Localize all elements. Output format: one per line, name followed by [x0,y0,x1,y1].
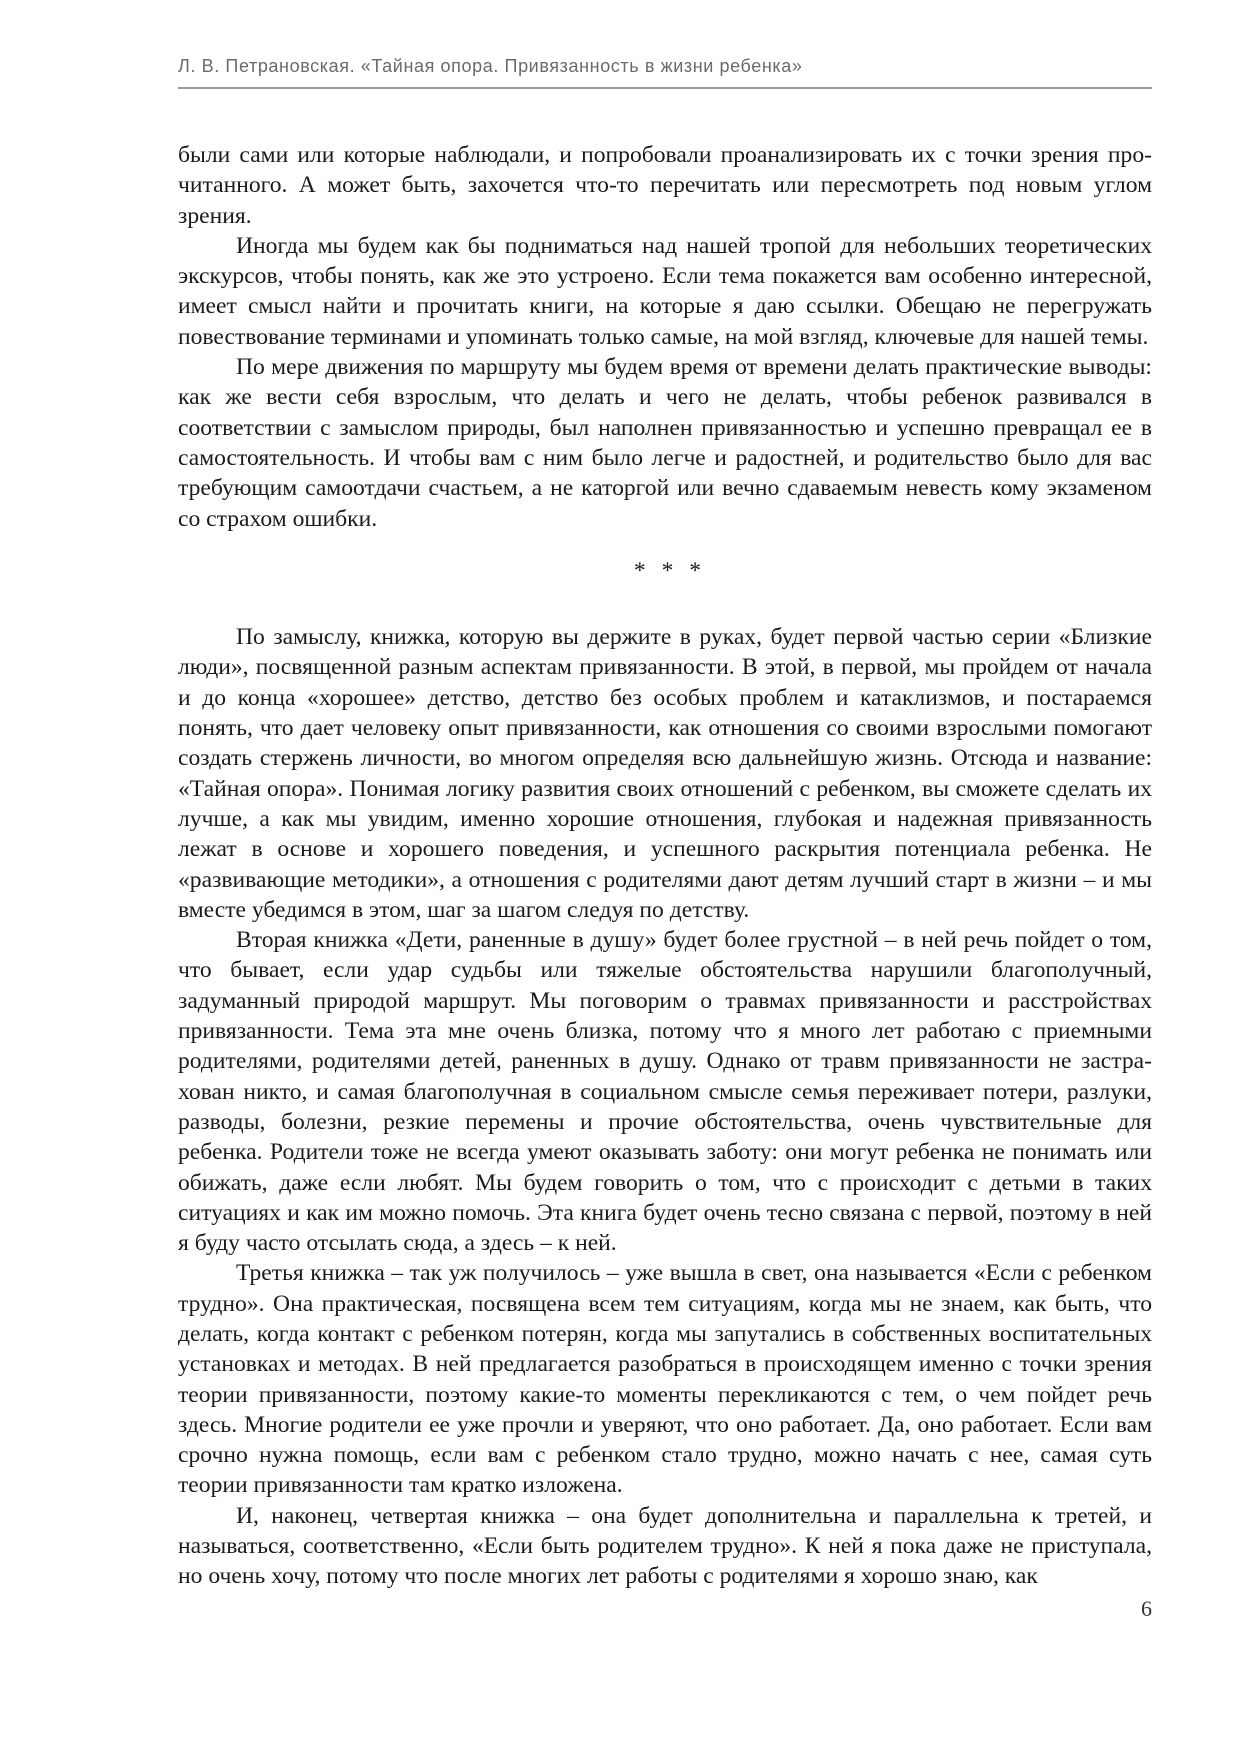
paragraph: Иногда мы будем как бы подниматься над нашей тропой для небольших теоретических экскурсов, чтобы понять, как же это устроено. Если тема покажется вам особенно интересной, имеет смысл найти и прочитать книги, на которые я даю ссылки. Обещаю не перегружать повествование терминами и упоминать только самые, на мой взгляд, ключевые для нашей темы. [178,232,1152,350]
paragraph: По замыслу, книжка, которую вы держите в руках, будет первой частью серии «Близкие люди», посвященной разным аспектам привязанности. В этой, в первой, мы пройдем от начала и до конца «хорошее» детство, детство без особых проблем и катаклизмов, и постараемся понять, что дает человеку опыт привязанности, как отношения со своими взрослыми помогают создать стержень личности, во многом определяя всю дальнейшую жизнь. Отсюда и название: «Тайная опора». Понимая логику развития своих отношений с ребенком, вы сможете сделать их лучше, а как мы увидим, именно хорошие отношения, глубокая и надежная привязанность лежат в основе и хорошего поведения, и успешного раскрытия потенциала ребенка. Не «развивающие методики», а отношения с родителями дают детям лучший старт в жизни – и мы вместе убедимся в этом, шаг за шагом следуя по детству. [178,624,1152,923]
paragraph: Вторая книжка «Дети, раненные в душу» будет более грустной – в ней речь пойдет о том, что бывает, если удар судьбы или тяжелые обстоятельства нарушили благополучный, задуманный природой маршрут. Мы поговорим о травмах привязанности и расстройствах привязанности. Тема эта мне очень близка, потому что я много лет работаю с приемными родителями, родителями детей, раненных в душу. Однако от травм привязанности не застрахован никто, и самая благополучная в социальном смысле семья переживает потери, разлуки, разводы, болезни, резкие перемены и прочие обстоятельства, очень чувствительные для ребенка. Родители тоже не всегда умеют оказывать заботу: они могут ребенка не понимать или обижать, даже если любят. Мы будем говорить о том, что с происходит с детьми в таких ситуациях и как им можно помочь. Эта книга будет очень тесно связана с первой, поэтому в ней я буду часто отсылать сюда, а здесь – к ней. [178,927,1152,1257]
section-separator: * * * [633,557,707,584]
running-head: Л. В. Петрановская. «Тайная опора. Привязанность в жизни ребенка» [178,56,803,76]
body-text [178,140,1152,1592]
paragraph-continued: были сами или которые наблюдали, и попробовали проанализировать их с точки зрения прочитанного. А может быть, захочется что-то перечитать или пересмотреть под новым углом зрения. [178,142,1152,229]
paragraph: И, наконец, четвертая книжка – она будет дополнительна и параллельна к третей, и называться, соответственно, «Если быть родителем трудно». К ней я пока даже не приступала, но очень хочу, потому что после многих лет работы с родителями я хорошо знаю, как [178,1502,1152,1590]
header-rule [178,87,1152,89]
page-number: 6 [1141,1596,1152,1621]
paragraph: Третья книжка – так уж получилось – уже вышла в свет, она называется «Если с ребенком трудно». Она практическая, посвящена всем тем ситуациям, когда мы не знаем, как быть, что делать, когда контакт с ребенком потерян, когда мы запутались в собственных воспитательных установках и методах. В ней предлагается разобраться в происходящем именно с точки зрения теории привязанности, поэтому какие-то моменты перекликаются с тем, о чем пойдет речь здесь. Многие родители ее уже прочли и уверяют, что оно работает. Да, оно работает. Если вам срочно нужна помощь, если вам с ребенком стало трудно, можно начать с нее, самая суть теории привязанности там кратко изложена. [178,1260,1152,1499]
paragraph: По мере движения по маршруту мы будем время от времени делать практические выводы: как же вести себя взрослым, что делать и чего не делать, чтобы ребенок развивался в соответствии с замыслом природы, был наполнен привязанностью и успешно превращал ее в самостоятельность. И чтобы вам с ним было легче и радостней, и родительство было для вас требующим самоотдачи счастьем, а не каторгой или вечно сдаваемым невесть кому экзаменом со страхом ошибки. [178,354,1152,532]
